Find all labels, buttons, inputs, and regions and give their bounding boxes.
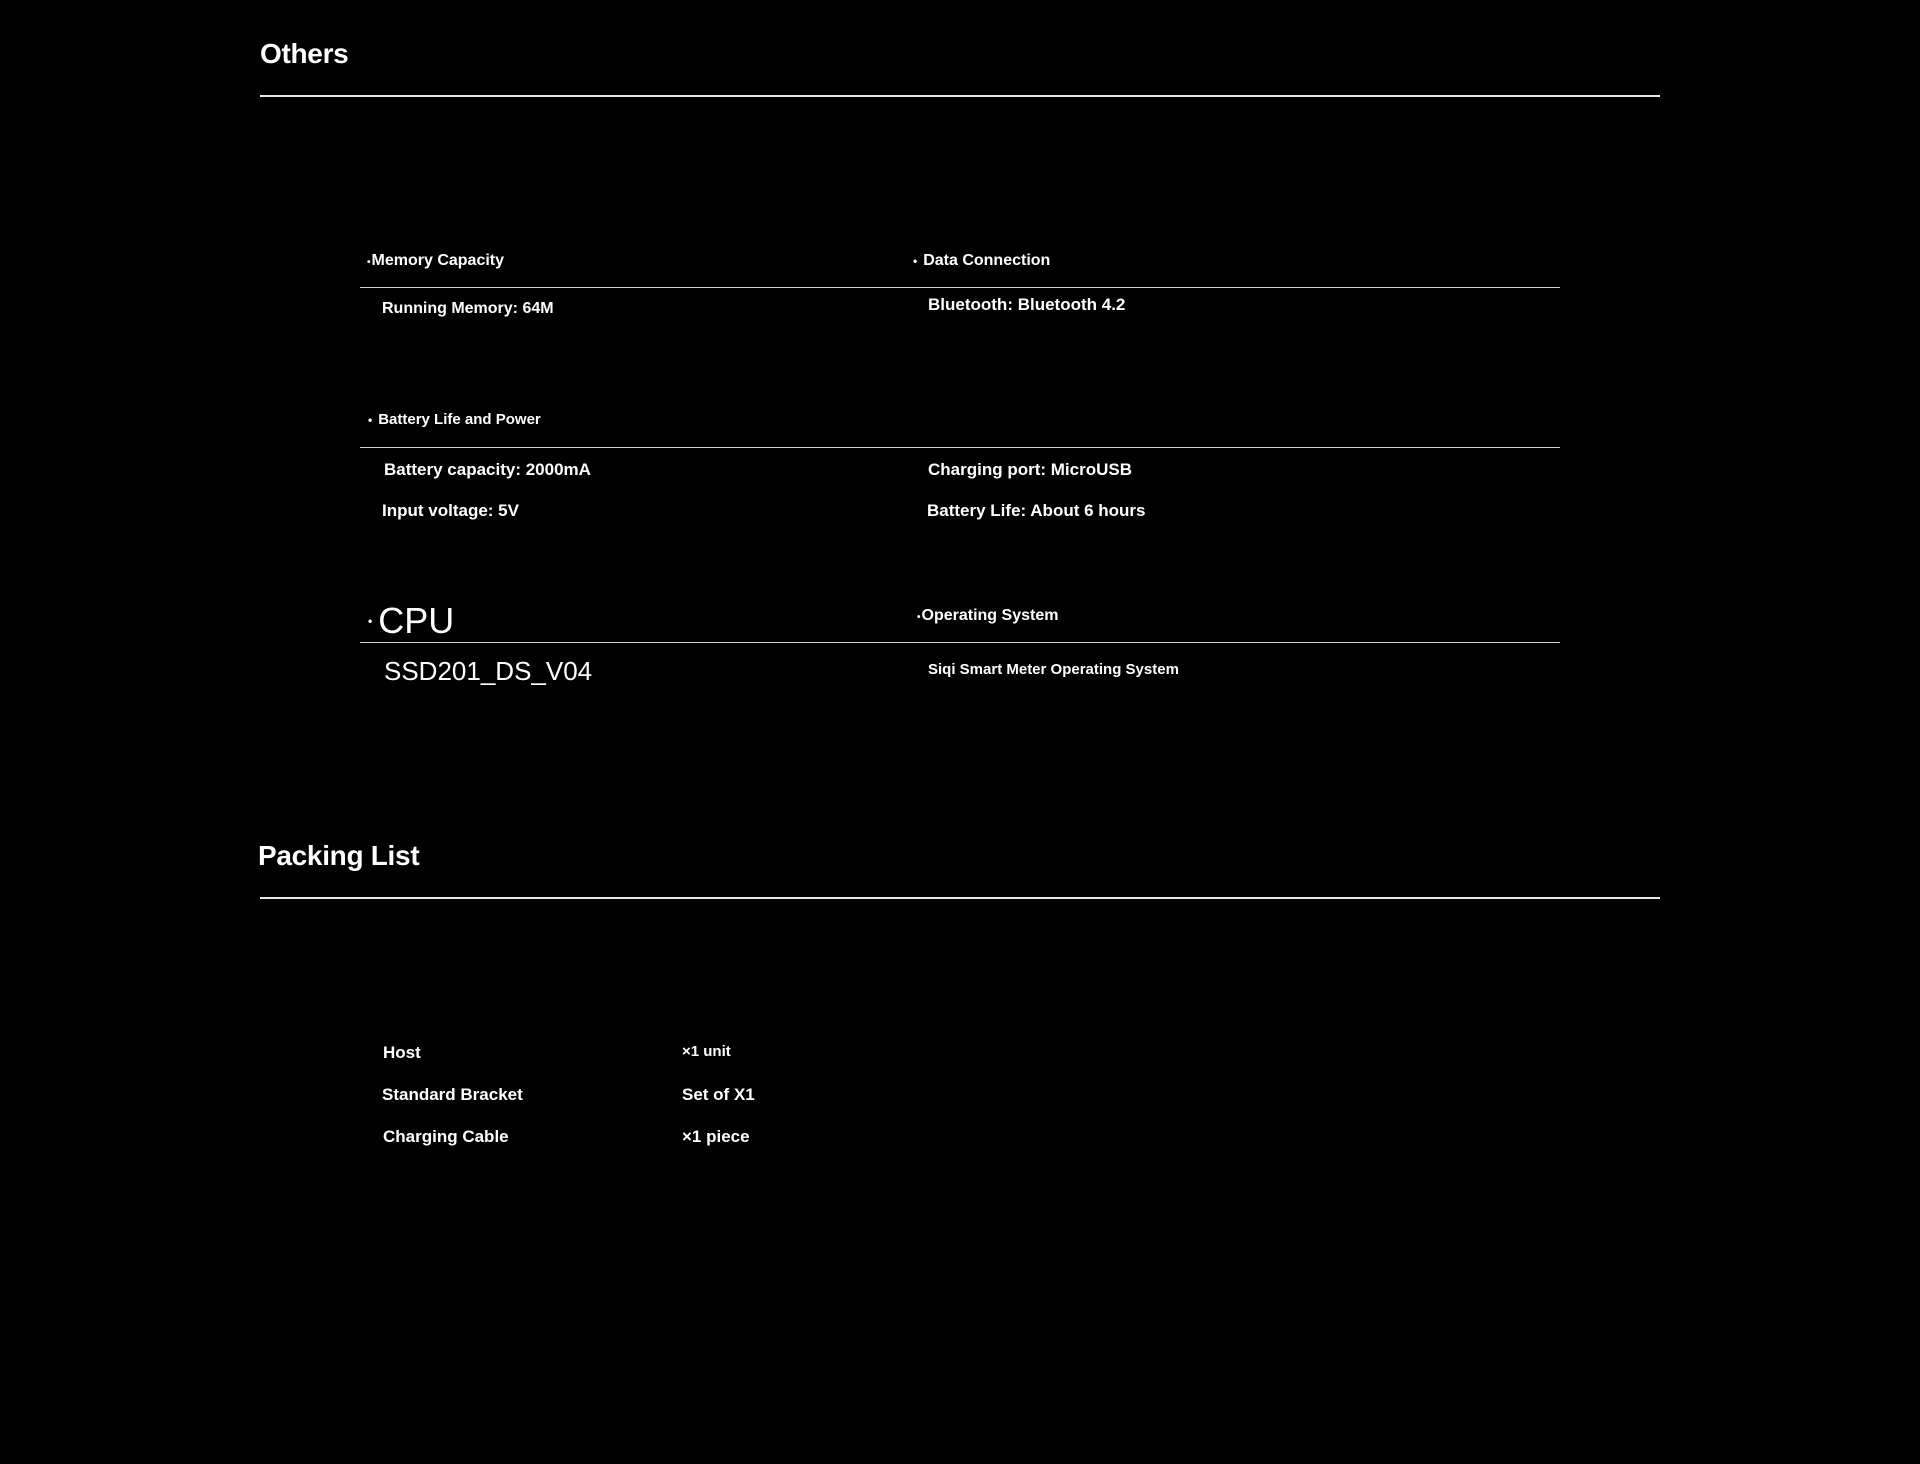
battery-divider bbox=[360, 447, 1560, 448]
packing-list-divider bbox=[260, 897, 1660, 899]
bullet-icon: • bbox=[368, 413, 373, 427]
cpu-heading-label: CPU bbox=[378, 600, 455, 641]
os-value: Siqi Smart Meter Operating System bbox=[928, 661, 1179, 678]
running-memory-value: Running Memory: 64M bbox=[382, 300, 554, 317]
packing-item-qty: ×1 piece bbox=[682, 1127, 750, 1146]
packing-item-name: Host bbox=[383, 1043, 421, 1062]
data-connection-heading bbox=[913, 252, 1050, 270]
charging-port-value: Charging port: MicroUSB bbox=[928, 460, 1132, 479]
packing-item-name: Charging Cable bbox=[383, 1127, 509, 1146]
others-divider bbox=[260, 95, 1660, 97]
memory-capacity-label: Memory Capacity bbox=[371, 252, 505, 269]
others-title: Others bbox=[260, 38, 349, 69]
memory-capacity-heading bbox=[367, 252, 504, 270]
operating-system-label: Operating System bbox=[921, 607, 1059, 624]
input-voltage-value: Input voltage: 5V bbox=[382, 501, 519, 520]
bluetooth-value: Bluetooth: Bluetooth 4.2 bbox=[928, 295, 1126, 314]
battery-capacity-value: Battery capacity: 2000mA bbox=[384, 460, 591, 479]
packing-item-name: Standard Bracket bbox=[382, 1085, 523, 1104]
data-connection-label: Data Connection bbox=[923, 252, 1051, 269]
operating-system-heading bbox=[917, 607, 1058, 625]
cpu-heading bbox=[368, 600, 454, 642]
bullet-icon: • bbox=[917, 612, 921, 623]
battery-life-value: Battery Life: About 6 hours bbox=[927, 501, 1146, 520]
bullet-icon: • bbox=[913, 254, 918, 268]
memory-data-divider bbox=[360, 287, 1560, 288]
packing-item-qty: Set of X1 bbox=[682, 1085, 755, 1104]
cpu-os-divider bbox=[360, 642, 1560, 643]
cpu-value: SSD201_DS_V04 bbox=[384, 656, 593, 686]
battery-heading-label: Battery Life and Power bbox=[378, 411, 541, 428]
battery-heading bbox=[368, 411, 541, 428]
packing-list-title: Packing List bbox=[258, 840, 420, 871]
bullet-icon: • bbox=[368, 614, 373, 628]
bullet-icon: • bbox=[367, 257, 371, 268]
packing-item-qty: ×1 unit bbox=[682, 1043, 731, 1060]
